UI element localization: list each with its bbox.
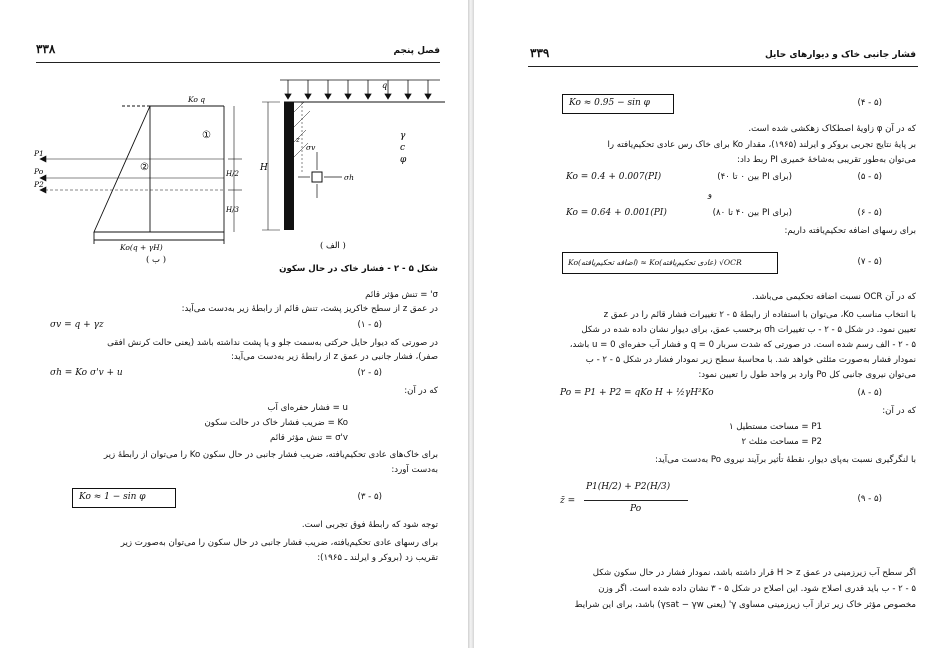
equation-2: σh = Ko σ'v + u [50, 368, 123, 378]
left-page-header: فصل پنجم [393, 46, 440, 56]
right-line-13: P2 = مساحت مثلث ۲ [741, 437, 822, 447]
right-line-4: برای رسهای اضافه تحکیم‌یافته داریم: [784, 226, 916, 236]
label-P1: P1 [34, 149, 44, 158]
equation-9-denominator: Po [630, 504, 642, 514]
right-line-17: مخصوص مؤثر خاک زیر تراز آب زیرزمینی مساوی γ' (یعنی γsat − γw) باشد، برای این شرایط [574, 600, 916, 610]
equation-5-condition: (برای PI بین ۰ تا ۴۰) [717, 172, 792, 182]
equation-4-number: (۴ - ۵) [857, 98, 882, 108]
right-line-9: نمودار فشار به‌صورت مثلثی خواهد شد. با محاسبهٔ سطح زیر نمودار فشار در شکل ۵ - ۲ - ب [585, 355, 916, 365]
label-sigma-v: σv [306, 143, 316, 152]
right-line-6: با انتخاب مناسب Ko، می‌توان با استفاده از رابطهٔ ۵ - ۲ تغییرات فشار قائم را در عمق z [603, 310, 916, 320]
label-sigma-h: σh [344, 173, 354, 182]
label-c: c [400, 143, 406, 153]
figure-b-label: ( ب ) [146, 255, 167, 264]
right-line-8: ۵ - ۲ - الف رسم شده است. در صورتی که شدت سربار q = 0 و فشار آب حفره‌ای u = 0 باشد، [569, 340, 916, 350]
label-P2: P2 [34, 180, 44, 189]
figure-a-wall-diagram [250, 72, 450, 252]
label-Po: Po [34, 167, 44, 176]
equation-7: Ko(اضافه تحکیم‌یافته) ≈ Ko(عادی تحکیم‌یافته) √OCR [568, 258, 742, 267]
left-line-3: در صورتی که دیوار حایل حرکتی به‌سمت جلو و یا پشت نداشته باشد (یعنی حالت کرنش افقی [107, 338, 438, 348]
equation-5: Ko = 0.4 + 0.007(PI) [566, 172, 662, 182]
region-2-label: ② [140, 162, 149, 173]
right-line-1: که در آن φ زاویهٔ اصطکاک زهکشی شده است. [748, 124, 916, 134]
left-line-13: تقریب زد (بروکر و ایرلند ـ ۱۹۶۵): [317, 553, 438, 563]
equation-9-number: (۹ - ۵) [857, 494, 882, 504]
equation-2-number: (۲ - ۵) [357, 368, 382, 378]
and-connector: و [707, 190, 712, 200]
left-page-number: ۳۳۸ [36, 42, 56, 56]
equation-1-number: (۱ - ۵) [357, 320, 382, 330]
equation-6-number: (۶ - ۵) [857, 208, 882, 218]
region-1-label: ① [202, 130, 211, 141]
equation-7-box [562, 252, 778, 274]
equation-8: Po = P1 + P2 = qKo H + ½γH²Ko [560, 388, 714, 398]
left-line-5: که در آن: [404, 386, 438, 396]
left-line-12: برای رسهای عادی تحکیم‌یافته، ضریب فشار جانبی در حال سکون را می‌توان به‌صورت زیر [120, 538, 438, 548]
left-line-2: در عمق z از سطح خاکریز پشت، تنش قائم از رابطهٔ زیر به‌دست می‌آید: [181, 304, 438, 314]
label-q: q [382, 81, 388, 90]
right-line-10: می‌توان نیروی جانبی کل Po وارد بر واحد طول را تعیین نمود: [698, 370, 916, 380]
equation-7-number: (۷ - ۵) [857, 257, 882, 267]
equation-9-fraction-bar [584, 500, 688, 501]
left-page [0, 0, 468, 648]
equation-4-box [562, 94, 674, 114]
label-phi: φ [400, 155, 407, 165]
right-line-5: که در آن OCR نسبت اضافه تحکیمی می‌باشد. [752, 292, 916, 302]
left-line-10: به‌دست آورد: [391, 465, 438, 475]
label-base: Ko(q + γH) [120, 243, 163, 252]
label-z: z [296, 136, 300, 144]
figure-caption: شکل ۵ - ۲ - فشار خاک در حال سکون [279, 264, 438, 274]
label-Koq: Ko q [188, 95, 206, 104]
right-line-11: که در آن: [882, 406, 916, 416]
left-line-11: توجه شود که رابطهٔ فوق تجربی است. [301, 520, 438, 530]
right-line-15: اگر سطح آب زیرزمینی در عمق H > z قرار داشته باشد، نمودار فشار در حال سکون شکل [592, 568, 916, 578]
left-line-9: برای خاک‌های عادی تحکیم‌یافته، ضریب فشار جانبی در حال سکون Ko را می‌توان از رابطهٔ زیر [103, 450, 438, 460]
label-H3: H/3 [226, 206, 239, 214]
right-line-3: می‌توان به‌طور تقریبی به‌شاخهٔ خمیری PI ربط داد: [737, 155, 916, 165]
equation-6: Ko = 0.64 + 0.001(PI) [566, 208, 667, 218]
left-line-6: u = فشار حفره‌ای آب [267, 403, 348, 413]
right-line-7: تعیین نمود. در شکل ۵ - ۲ - ب تغییرات σh برحسب عمق، برای دیوار نشان داده شده در شکل [581, 325, 916, 335]
equation-6-condition: (برای PI بین ۴۰ تا ۸۰) [712, 208, 792, 218]
figure-a-label: ( الف ) [320, 241, 346, 251]
label-H2: H/2 [226, 170, 239, 178]
equation-9 [560, 480, 710, 526]
right-page [474, 0, 942, 648]
right-line-2: بر پایهٔ نتایج تجربی بروکر و ایرلند (۱۹۶۵)، مقدار Ko برای خاک رس عادی تحکیم‌یافته را [607, 140, 916, 150]
equation-8-number: (۸ - ۵) [857, 388, 882, 398]
left-line-1: σ' = تنش مؤثر قائم [365, 290, 438, 300]
left-line-7: Ko = ضریب فشار خاک در حالت سکون [204, 418, 348, 428]
left-line-4: صفر)، فشار جانبی در عمق z از رابطهٔ زیر به‌دست می‌آید: [230, 352, 438, 362]
equation-5-number: (۵ - ۵) [857, 172, 882, 182]
right-line-14: با لنگرگیری نسبت به‌پای دیوار، نقطهٔ تأثیر برآیند نیروی Po به‌دست می‌آید: [654, 455, 916, 465]
equation-3: Ko ≈ 1 − sin φ [79, 492, 146, 502]
right-header-rule [528, 66, 918, 67]
figure-b-pressure-diagram [30, 94, 245, 264]
equation-3-number: (۳ - ۵) [357, 492, 382, 502]
equation-1: σv = q + γz [50, 320, 104, 330]
right-line-16: ۵ - ۲ - ب باید قدری اصلاح شود. این اصلاح در شکل ۵ - ۳ نشان داده شده است. اگر وزن [598, 584, 916, 594]
right-line-12: P1 = مساحت مستطیل ۱ [728, 422, 822, 432]
left-line-8: σ'v = تنش مؤثر قائم [270, 433, 348, 443]
label-H: H [260, 163, 268, 173]
equation-9-numerator: P1(H/2) + P2(H/3) [586, 482, 671, 492]
equation-9-lhs: z̄ = [560, 496, 576, 506]
right-page-number: ۳۳۹ [530, 46, 550, 60]
label-gamma: γ [400, 131, 406, 141]
left-header-rule [36, 62, 440, 63]
right-page-header: فشار جانبی خاک و دیوارهای حایل [764, 50, 916, 60]
equation-3-box [72, 488, 176, 508]
equation-4: Ko ≈ 0.95 − sin φ [569, 98, 650, 108]
